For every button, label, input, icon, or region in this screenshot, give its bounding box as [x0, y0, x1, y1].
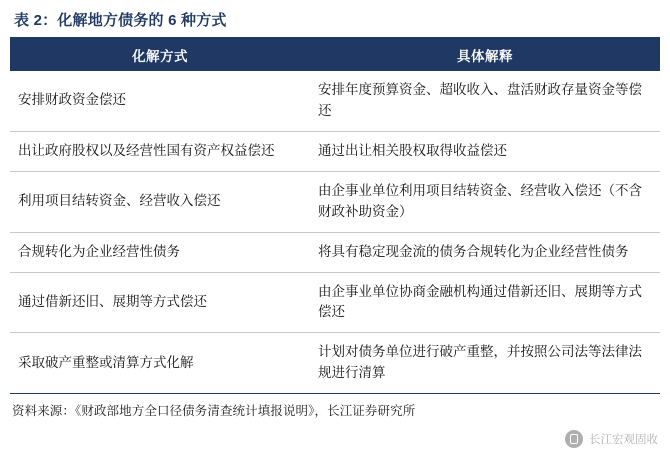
watermark: [565, 430, 658, 448]
table-row: [10, 333, 660, 394]
cell-explanation: 计划对债务单位进行破产重整，并按照公司法等法律法规进行清算: [310, 333, 660, 394]
cell-method: 通过借新还旧、展期等方式偿还: [10, 272, 310, 333]
cell-explanation: 由企事业单位协商金融机构通过借新还旧、展期等方式偿还: [310, 272, 660, 333]
column-header-explanation: 具体解释: [310, 39, 660, 71]
cell-method: 利用项目结转资金、经营收入偿还: [10, 171, 310, 232]
table-row: [10, 171, 660, 232]
table-row: [10, 272, 660, 333]
cell-method: 安排财政资金偿还: [10, 71, 310, 131]
table-body: [10, 71, 660, 394]
cell-explanation: 将具有稳定现金流的债务合规转化为企业经营性债务: [310, 232, 660, 272]
table-row: [10, 232, 660, 272]
table-header: [10, 39, 660, 71]
source-note: 资料来源：《财政部地方全口径债务清查统计填报说明》，长江证券研究所: [12, 404, 416, 419]
page-title: 表 2：化解地方债务的 6 种方式: [14, 12, 227, 29]
cell-method: 出让政府股权以及经营性国有资产权益偿还: [10, 131, 310, 171]
cell-method: 合规转化为企业经营性债务: [10, 232, 310, 272]
debt-resolution-table: [10, 39, 660, 394]
cell-explanation: 安排年度预算资金、超收收入、盘活财政存量资金等偿还: [310, 71, 660, 131]
table-header-row: [10, 39, 660, 71]
cell-explanation: 通过出让相关股权取得收益偿还: [310, 131, 660, 171]
column-header-method: 化解方式: [10, 39, 310, 71]
table-row: [10, 131, 660, 171]
table-row: [10, 71, 660, 131]
brand-logo-icon: [565, 430, 583, 448]
watermark-label: 长江宏观固收: [589, 434, 658, 446]
cell-explanation: 由企事业单位利用项目结转资金、经营收入偿还（不含财政补助资金）: [310, 171, 660, 232]
cell-method: 采取破产重整或清算方式化解: [10, 333, 310, 394]
